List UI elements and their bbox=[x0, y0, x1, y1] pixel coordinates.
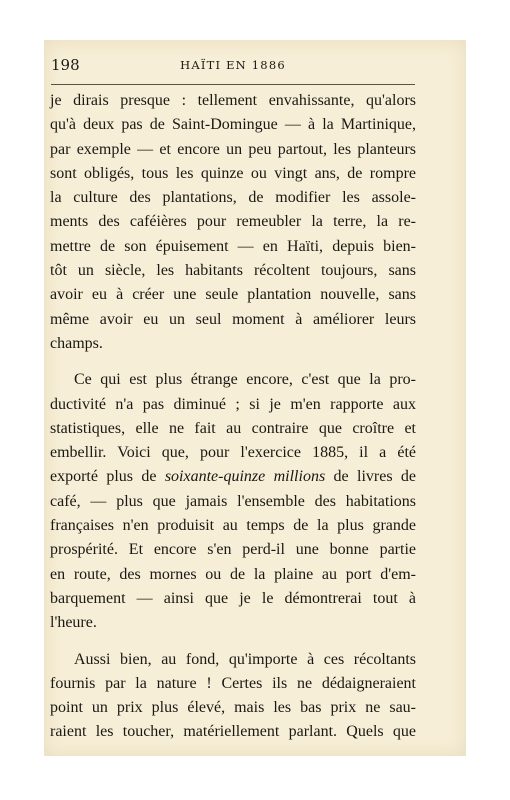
text-line: embellir. Voici que, pour l'exercice 1885, il a été bbox=[50, 444, 416, 462]
text-line: barquement — ainsi que je le démontrerai tout à bbox=[50, 589, 416, 607]
paragraph-3 bbox=[50, 648, 416, 745]
page-header bbox=[51, 52, 415, 78]
text-line: point un prix plus élevé, mais les bas prix ne sau- bbox=[50, 699, 416, 717]
emphasized-text: soixante-quinze millions bbox=[164, 468, 326, 486]
header-rule bbox=[51, 84, 415, 85]
text-line: tôt un siècle, les habitants récoltent toujours, sans bbox=[50, 262, 416, 280]
body-text bbox=[50, 89, 416, 757]
line-text-before-emphasis: exporté plus de bbox=[50, 468, 165, 486]
text-line: ments des caféières pour remeubler la terre, la re- bbox=[50, 213, 416, 231]
text-line: la culture des plantations, de modifier les assole- bbox=[50, 189, 416, 207]
line-text-after-emphasis: de livres de bbox=[325, 468, 416, 486]
text-line: françaises n'en produisit au temps de la plus grande bbox=[50, 517, 416, 535]
paragraph-1 bbox=[50, 89, 416, 356]
text-line: prospérité. Et encore s'en perd-il une bonne partie bbox=[50, 541, 416, 559]
text-line: café, — plus que jamais l'ensemble des habitations bbox=[50, 492, 416, 510]
text-line: je dirais presque : tellement envahissante, qu'alors bbox=[50, 92, 416, 109]
text-line: l'heure. bbox=[50, 614, 97, 632]
text-line: même avoir eu un seul moment à améliorer leurs bbox=[50, 310, 416, 328]
text-line: fournis par la nature ! Certes ils ne dédaigneraient bbox=[50, 674, 416, 692]
text-line: Ce qui est plus étrange encore, c'est que la pro- bbox=[74, 371, 416, 389]
text-line: Aussi bien, au fond, qu'importe à ces récoltants bbox=[74, 650, 416, 668]
page-number: 198 bbox=[51, 56, 80, 74]
text-line: sont obligés, tous les quinze ou vingt ans, de rompre bbox=[50, 164, 416, 182]
text-line: par exemple — et encore un peu partout, les planteurs bbox=[50, 140, 416, 158]
text-line: qu'à deux pas de Saint-Domingue — à la Martinique, bbox=[50, 116, 416, 134]
text-line: ductivité n'a pas diminué ; si je m'en rapporte aux bbox=[50, 395, 416, 413]
running-head: HAÏTI EN 1886 bbox=[180, 58, 286, 72]
text-line: statistiques, elle ne fait au contraire que croître et bbox=[50, 419, 416, 437]
text-line: champs. bbox=[50, 334, 103, 352]
text-line: avoir eu à créer une seule plantation nouvelle, sans bbox=[50, 286, 416, 304]
text-line: en route, des mornes ou de la plaine au port d'em- bbox=[50, 565, 416, 583]
text-line: mettre de son épuisement — en Haïti, depuis bien- bbox=[50, 237, 416, 255]
paragraph-2 bbox=[50, 368, 416, 635]
text-line bbox=[50, 465, 416, 489]
text-line: raient les toucher, matériellement parlant. Quels que bbox=[50, 723, 416, 741]
